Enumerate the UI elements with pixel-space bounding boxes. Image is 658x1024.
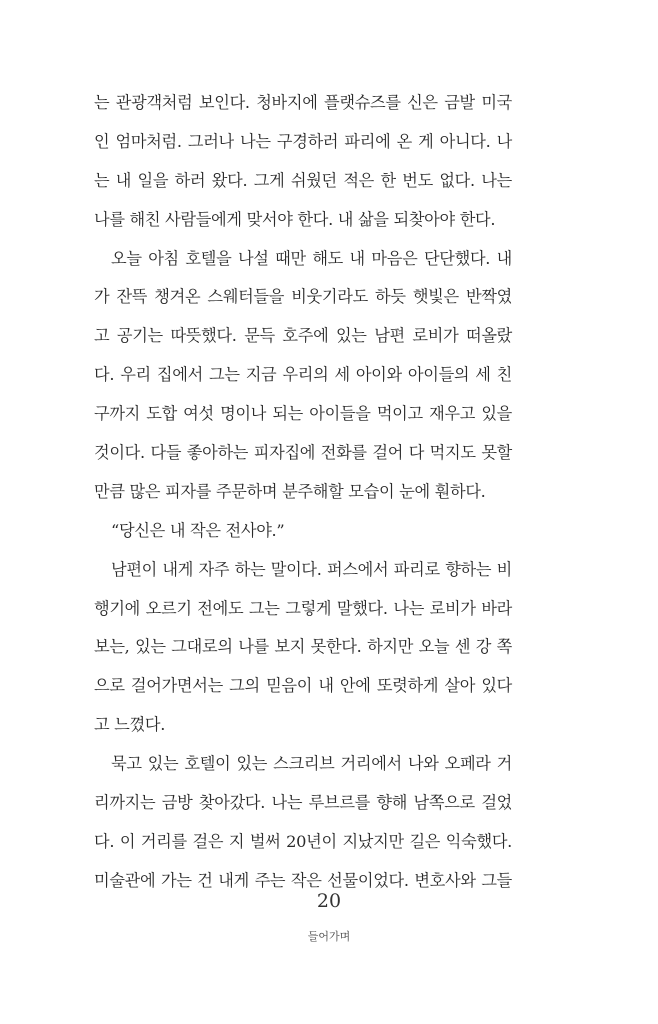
text-line: 다. 우리 집에서 그는 지금 우리의 세 아이와 아이들의 세 친: [94, 365, 512, 385]
running-footer: 들어가며: [307, 930, 351, 943]
page-number: 20: [316, 890, 342, 912]
text-line: 는 관광객처럼 보인다. 청바지에 플랫슈즈를 신은 금발 미국: [94, 93, 512, 112]
text-line: 남편이 내게 자주 하는 말이다. 퍼스에서 파리로 향하는 비: [111, 559, 512, 579]
text-line: 오늘 아침 호텔을 나설 때만 해도 내 마음은 단단했다. 내: [111, 248, 512, 268]
text-line: 다. 이 거리를 걸은 지 벌써 20년이 지났지만 길은 익숙했다.: [94, 831, 512, 851]
text-line: 가 잔뜩 챙겨온 스웨터들을 비웃기라도 하듯 햇빛은 반짝였: [94, 287, 512, 307]
text-line: 고 공기는 따뜻했다. 문득 호주에 있는 남편 로비가 떠올랐: [94, 326, 512, 346]
text-line: 고 느꼈다.: [94, 715, 166, 735]
text-line: 것이다. 다들 좋아하는 피자집에 전화를 걸어 다 먹지도 못할: [94, 443, 512, 463]
text-line: “당신은 내 작은 전사야.”: [111, 520, 285, 540]
text-line: 보는, 있는 그대로의 나를 보지 못한다. 하지만 오늘 센 강 쪽: [94, 637, 512, 657]
text-line: 는 내 일을 하러 왔다. 그게 쉬웠던 적은 한 번도 없다. 나는: [94, 170, 512, 190]
text-line: 만큼 많은 피자를 주문하며 분주해할 모습이 눈에 훤하다.: [94, 481, 486, 501]
text-line: 묵고 있는 호텔이 있는 스크리브 거리에서 나와 오페라 거: [111, 754, 512, 774]
text-line: 인 엄마처럼. 그러나 나는 구경하러 파리에 온 게 아니다. 나: [94, 131, 512, 151]
text-line: 리까지는 금방 찾아갔다. 나는 루브르를 향해 남쪽으로 걸었: [94, 793, 512, 813]
text-line: 행기에 오르기 전에도 그는 그렇게 말했다. 나는 로비가 바라: [94, 598, 512, 618]
text-line: 구까지 도합 여섯 명이나 되는 아이들을 먹이고 재우고 있을: [94, 404, 512, 424]
body-text: [94, 88, 512, 905]
text-line: 나를 해친 사람들에게 맞서야 한다. 내 삶을 되찾아야 한다.: [94, 209, 496, 229]
text-line: 미술관에 가는 건 내게 주는 작은 선물이었다. 변호사와 그들: [94, 870, 512, 890]
text-line: 으로 걸어가면서는 그의 믿음이 내 안에 또렷하게 살아 있다: [94, 676, 512, 696]
